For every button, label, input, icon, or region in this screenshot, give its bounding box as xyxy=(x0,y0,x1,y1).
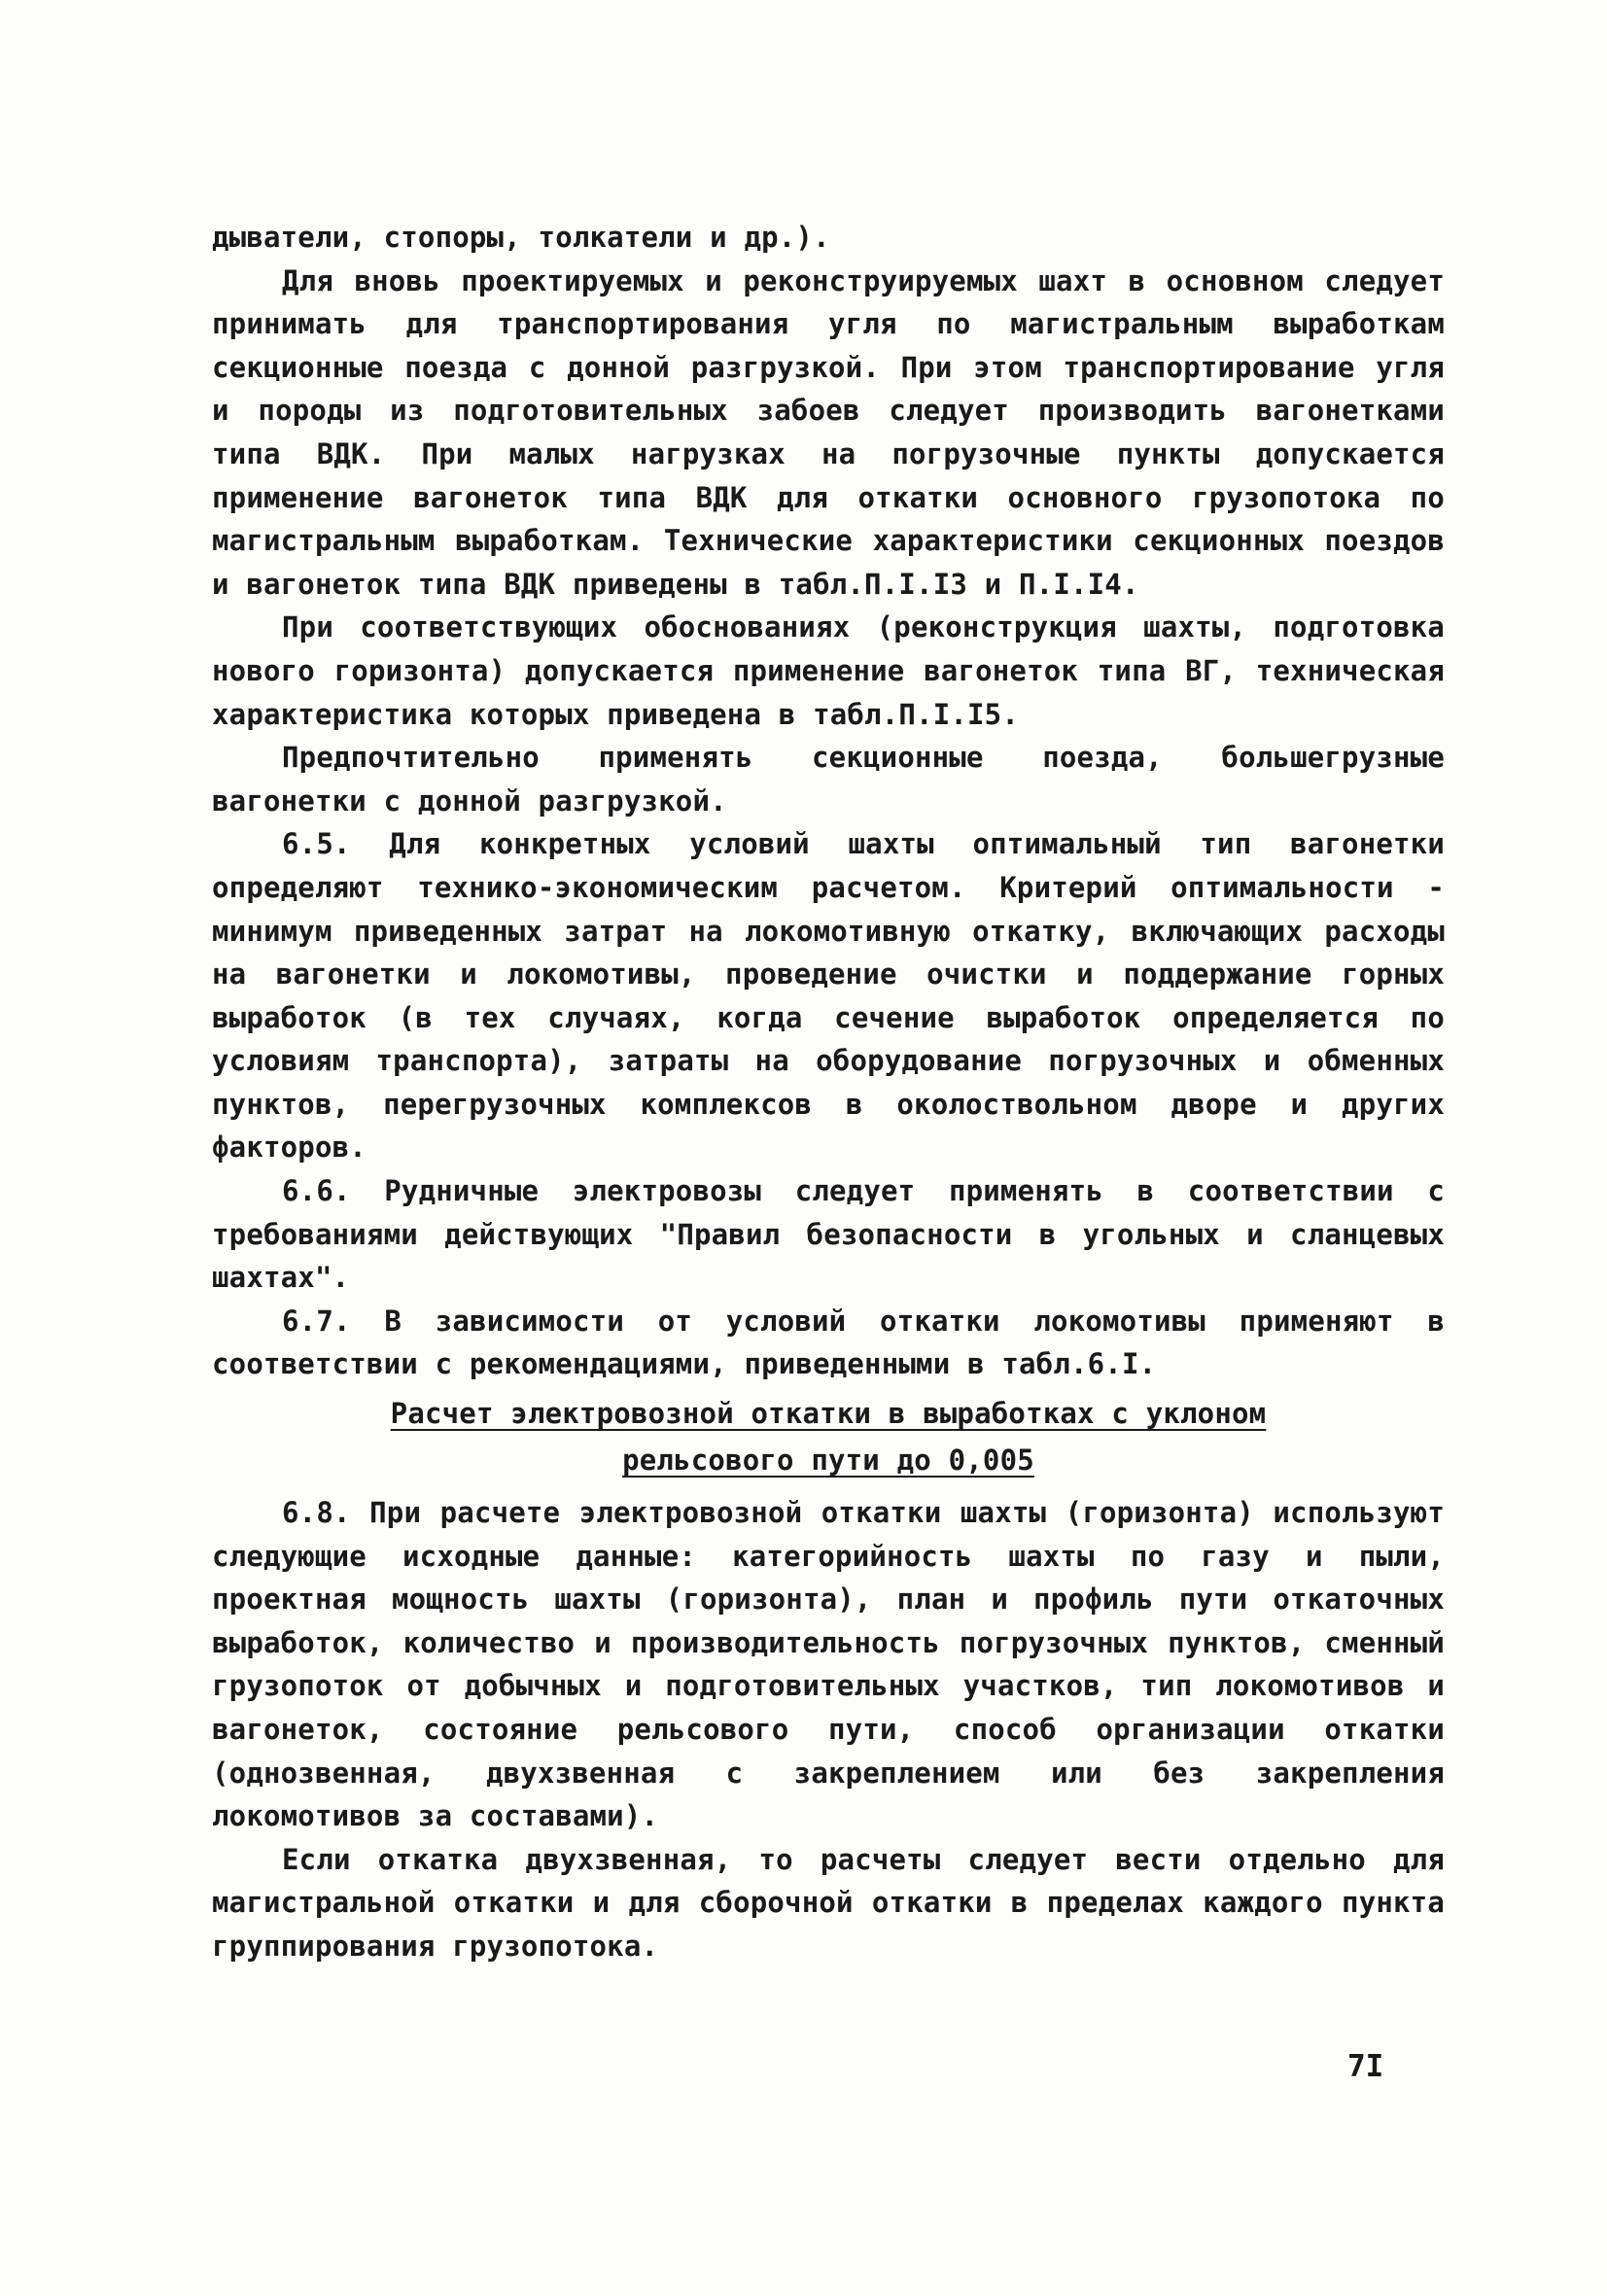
paragraph-6-6: 6.6. Рудничные электровозы следует применять в соответствии с требованиями действующих "Правил безопасности в угольных и сланцевых шахтах". xyxy=(212,1174,1445,1295)
paragraph-6-8: 6.8. При расчете электровозной откатки шахты (горизонта) используют следующие исходные данные: категорийность шахты по газу и пыли, проектная мощность шахты (горизонта), план и профиль пути откаточных выработок, количество и производительность погрузочных пунктов, сменный грузопоток от добычных и подготовительных участков, тип локомотивов и вагонеток, состояние рельсового пути, способ организации откатки (однозвенная, двухзвенная с закреплением или без закрепления локомотивов за составами). xyxy=(212,1496,1445,1833)
page-number: 7I xyxy=(1347,2049,1384,2084)
paragraph-6-5: 6.5. Для конкретных условий шахты оптимальный тип вагонетки определяют технико-экономическим расчетом. Критерий оптимальности - минимум приведенных затрат на локомотивную откатку, включающих расходы на вагонетки и локомотивы, проведение очистки и поддержание горных выработок (в тех случаях, когда сечение выработок определяется по условиям транспорта), затраты на оборудование погрузочных и обменных пунктов, перегрузочных комплексов в околоствольном дворе и других факторов. xyxy=(212,827,1445,1165)
paragraph-vg-wagons: При соответствующих обоснованиях (реконструкция шахты, подготовка нового горизонта) допускается применение вагонеток типа ВГ, техническая характеристика которых приведена в табл.П.I.I5. xyxy=(212,610,1445,731)
section-heading-line1: Расчет электровозной откатки в выработках с уклоном xyxy=(390,1397,1267,1431)
paragraph-mine-transport: Для вновь проектируемых и реконструируемых шахт в основном следует принимать для транспортирования угля по магистральным выработкам секционные поезда с донной разгрузкой. При этом транспортирование угля и породы из подготовительных забоев следует производить вагонетками типа ВДК. При малых нагрузках на погрузочные пункты допускается применение вагонеток типа ВДК для откатки основного грузопотока по магистральным выработкам. Технические характеристики секционных поездов и вагонеток типа ВДК приведены в табл.П.I.I3 и П.I.I4. xyxy=(212,263,1445,601)
paragraph-continuation: дыватели, стопоры, толкатели и др.). xyxy=(212,221,830,254)
paragraph-two-link: Если откатка двухзвенная, то расчеты следует вести отдельно для магистральной откатки и для сборочной откатки в пределах каждого пункта группирования грузопотока. xyxy=(212,1842,1445,1963)
paragraph-6-7: 6.7. В зависимости от условий откатки локомотивы применяют в соответствии с рекомендациями, приведенными в табл.6.I. xyxy=(212,1304,1445,1381)
section-heading xyxy=(212,1390,1445,1483)
body-text xyxy=(212,216,1445,1968)
section-heading-line2: рельсового пути до 0,005 xyxy=(622,1444,1034,1478)
paragraph-preference: Предпочтительно применять секционные поезда, большегрузные вагонетки с донной разгрузкой. xyxy=(212,741,1445,818)
